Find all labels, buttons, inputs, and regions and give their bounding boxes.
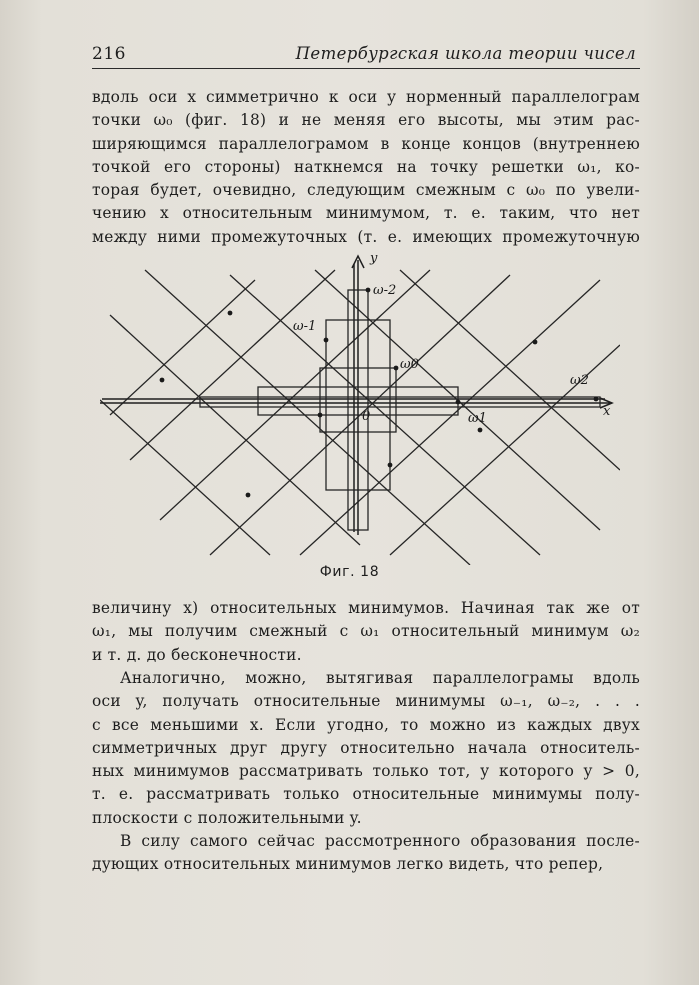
text-line: точки ω₀ (фиг. 18) и не меняя его высоты, мы этим рас- <box>92 111 640 130</box>
text-line: между ними промежуточных (т. е. имеющих промежуточную <box>92 227 640 246</box>
w-minus1-label: ω-1 <box>293 319 317 334</box>
lattice-line <box>110 280 255 415</box>
lattice-line <box>400 270 620 470</box>
lattice-point <box>318 413 323 418</box>
text-line: т. е. рассматривать только относительные минимумы полу- <box>92 785 640 804</box>
text-line: величину x) относительных минимумов. Начиная так же от <box>92 599 640 617</box>
lattice-point <box>228 311 233 316</box>
text-line: торая будет, очевидно, следующим смежным с ω₀ по увели- <box>92 181 640 200</box>
lattice-line <box>130 270 335 460</box>
y-axis-label: y <box>370 251 378 266</box>
paragraph-2 <box>92 597 640 667</box>
page-number: 216 <box>92 44 126 64</box>
lattice-point <box>594 397 599 402</box>
w2-label: ω2 <box>570 373 589 388</box>
lattice-point <box>533 340 538 345</box>
lattice-point <box>478 428 483 433</box>
lattice-point <box>456 400 461 405</box>
page-header <box>92 40 640 69</box>
lattice-line <box>100 400 270 555</box>
text-line: ω₁, мы получим смежный с ω₁ относительный минимум ω₂ <box>92 622 640 641</box>
figure-caption: Фиг. 18 <box>319 564 380 580</box>
text-line: оси y, получать относительные минимумы ω₋₁, ω₋₂, . . . <box>92 692 640 711</box>
lattice-point <box>160 378 165 383</box>
lattice-point <box>394 366 399 371</box>
text-line: и т. д. до бесконечности. <box>92 645 302 664</box>
text-line: ширяющимся параллелограмом в конце концов (внутреннею <box>92 134 640 153</box>
lattice-line <box>300 280 600 555</box>
w1-label: ω1 <box>468 411 487 426</box>
figure-18 <box>100 250 620 565</box>
lattice-line <box>110 315 360 545</box>
text-line: плоскости с положительными y. <box>92 808 362 827</box>
running-title: Петербургская школа теории чисел <box>295 44 636 63</box>
paragraph-4 <box>92 830 640 877</box>
text-line: чению x относительным минимумом, т. е. таким, что нет <box>92 204 640 223</box>
lattice-point <box>366 288 371 293</box>
text-line: симметричных друг другу относительно начала относитель- <box>92 738 640 757</box>
text-line: ных минимумов рассматривать только тот, у которого y > 0, <box>92 762 640 781</box>
text-line: с все меньшими x. Если угодно, то можно из каждых двух <box>92 715 640 734</box>
lattice-point <box>324 338 329 343</box>
x-axis-label: x <box>603 404 611 419</box>
text-line: дующих относительных минимумов легко видеть, что репер, <box>92 855 604 874</box>
lattice-point <box>388 463 393 468</box>
w-minus2-label: ω-2 <box>373 283 397 298</box>
text-line: точкой его стороны) наткнемся на точку решетки ω₁, ко- <box>92 157 640 176</box>
origin-label: 0 <box>362 409 371 424</box>
text-line: В силу самого сейчас рассмотренного образования после- <box>120 832 640 850</box>
text-line: Аналогично, можно, вытягивая параллелограмы вдоль <box>120 669 640 687</box>
lattice-point <box>246 493 251 498</box>
w0-label: ω0 <box>400 357 419 372</box>
paragraph-3 <box>92 667 640 830</box>
lattice-diagram <box>100 250 620 565</box>
paragraph-1 <box>92 86 640 249</box>
text-line: вдоль оси x симметрично к оси y норменный параллелограм <box>92 88 640 106</box>
lattice-line <box>145 270 470 565</box>
